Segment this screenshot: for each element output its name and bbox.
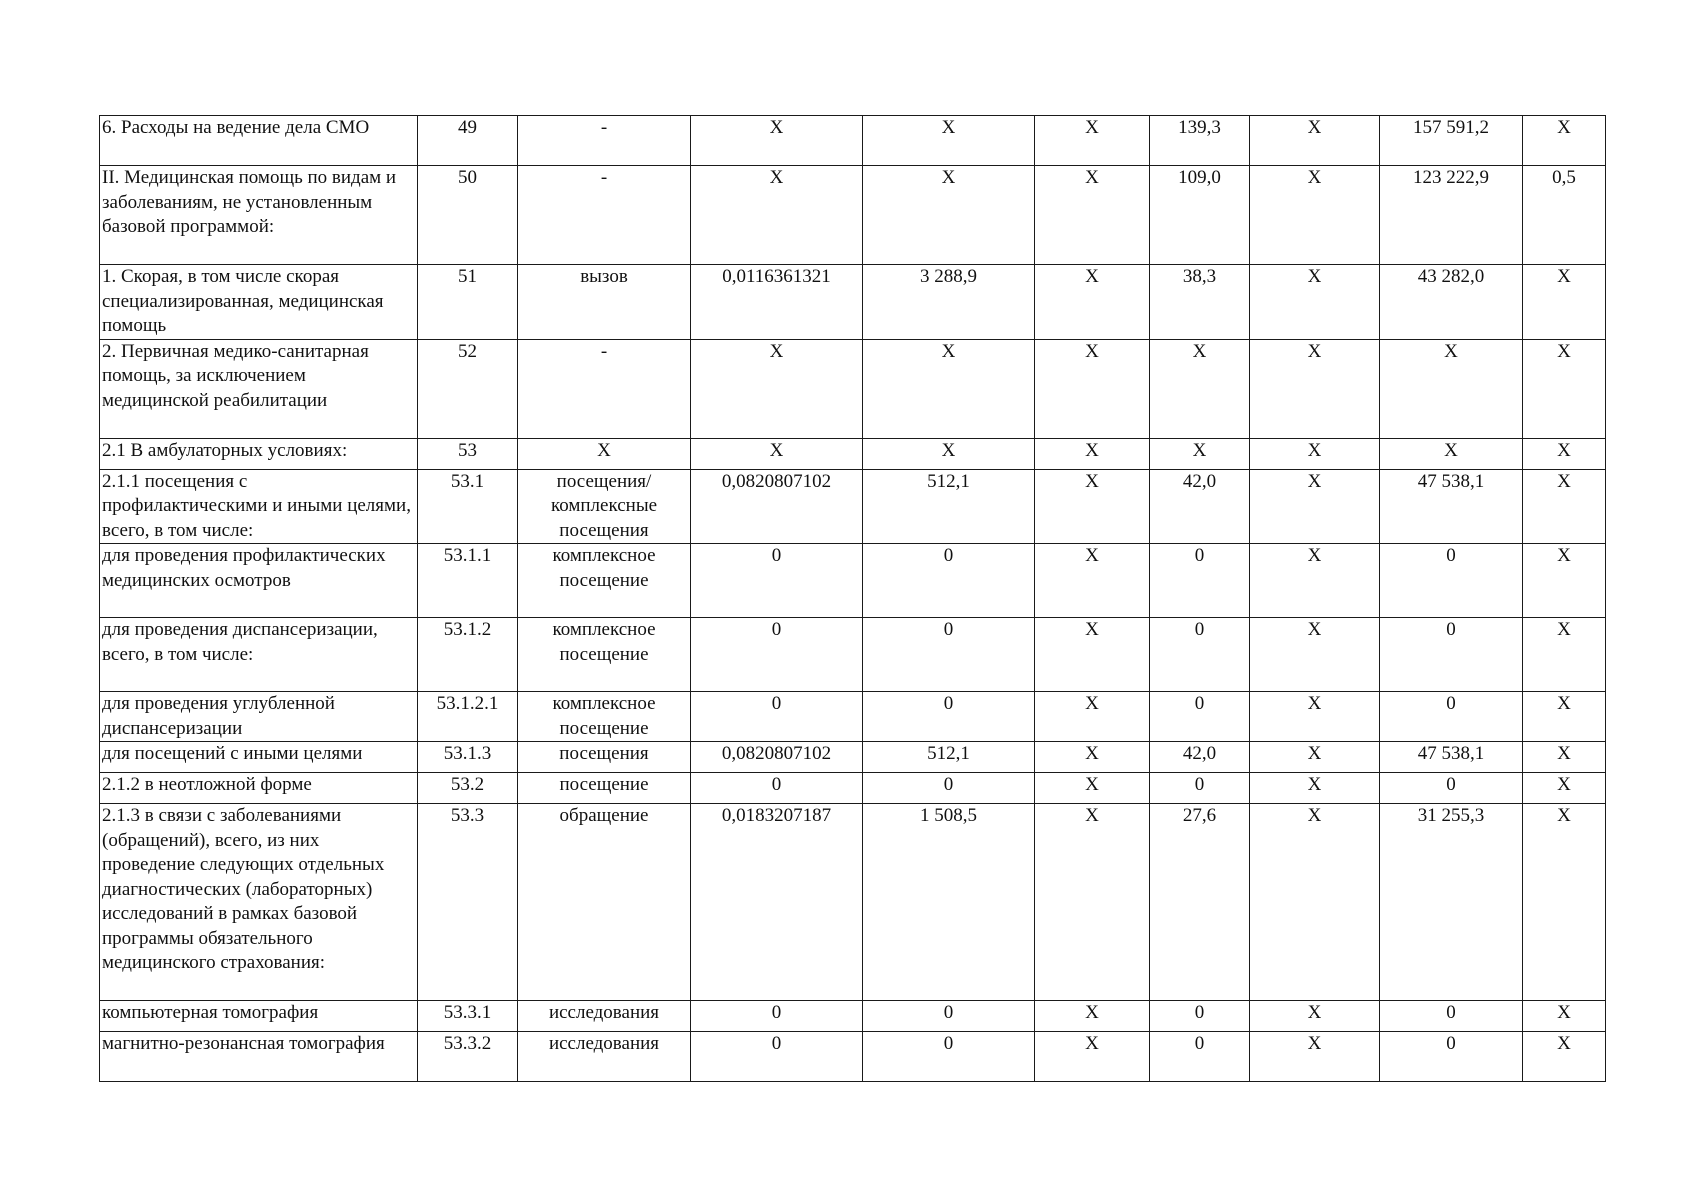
row-col8-cell: X	[1250, 438, 1380, 469]
row-col10-cell: X	[1523, 339, 1606, 438]
row-col6-cell: X	[1035, 116, 1150, 166]
row-name-cell: II. Медицинская помощь по видам и заболеваниям, не установленным базовой программой:	[100, 166, 418, 265]
row-col9-cell: X	[1380, 438, 1523, 469]
row-cost-norm-cell: 1 508,5	[863, 804, 1035, 1001]
row-unit-cell: посещения/ комплексные посещения	[518, 469, 691, 544]
row-col8-cell: X	[1250, 1001, 1380, 1032]
row-col8-cell: X	[1250, 544, 1380, 618]
row-col7-cell: 38,3	[1150, 265, 1250, 340]
row-col8-cell: X	[1250, 265, 1380, 340]
row-col10-cell: X	[1523, 618, 1606, 692]
row-code-cell: 53.3.2	[418, 1032, 518, 1082]
row-volume-norm-cell: X	[691, 166, 863, 265]
row-cost-norm-cell: 0	[863, 773, 1035, 804]
row-col8-cell: X	[1250, 742, 1380, 773]
row-cost-norm-cell: 512,1	[863, 469, 1035, 544]
row-col8-cell: X	[1250, 618, 1380, 692]
row-cost-norm-cell: X	[863, 116, 1035, 166]
row-cost-norm-cell: 0	[863, 692, 1035, 742]
table-row	[100, 166, 1606, 265]
table-row	[100, 1001, 1606, 1032]
row-code-cell: 53.1.2	[418, 618, 518, 692]
row-col9-cell: 47 538,1	[1380, 469, 1523, 544]
row-col10-cell: X	[1523, 265, 1606, 340]
row-unit-cell: комплексное посещение	[518, 544, 691, 618]
row-col6-cell: X	[1035, 1001, 1150, 1032]
row-col8-cell: X	[1250, 692, 1380, 742]
row-unit-cell: обращение	[518, 804, 691, 1001]
row-col10-cell: X	[1523, 1001, 1606, 1032]
row-col6-cell: X	[1035, 618, 1150, 692]
row-col7-cell: 42,0	[1150, 742, 1250, 773]
row-unit-cell: -	[518, 339, 691, 438]
row-volume-norm-cell: 0	[691, 1032, 863, 1082]
row-volume-norm-cell: X	[691, 339, 863, 438]
row-col6-cell: X	[1035, 1032, 1150, 1082]
table-body	[100, 116, 1606, 1082]
row-volume-norm-cell: 0,0820807102	[691, 469, 863, 544]
row-unit-cell: комплексное посещение	[518, 618, 691, 692]
row-volume-norm-cell: 0	[691, 692, 863, 742]
row-name-cell: для проведения профилактических медицинских осмотров	[100, 544, 418, 618]
row-col8-cell: X	[1250, 166, 1380, 265]
row-col8-cell: X	[1250, 1032, 1380, 1082]
row-col7-cell: X	[1150, 438, 1250, 469]
table-row	[100, 265, 1606, 340]
row-col7-cell: 0	[1150, 1001, 1250, 1032]
row-col8-cell: X	[1250, 116, 1380, 166]
row-unit-cell: вызов	[518, 265, 691, 340]
row-volume-norm-cell: 0,0116361321	[691, 265, 863, 340]
row-name-cell: для проведения углубленной диспансеризации	[100, 692, 418, 742]
table-row	[100, 804, 1606, 1001]
table-row	[100, 692, 1606, 742]
row-col10-cell: 0,5	[1523, 166, 1606, 265]
row-col7-cell: 0	[1150, 1032, 1250, 1082]
row-col6-cell: X	[1035, 742, 1150, 773]
row-code-cell: 53.1	[418, 469, 518, 544]
row-col6-cell: X	[1035, 773, 1150, 804]
row-col7-cell: 0	[1150, 692, 1250, 742]
row-code-cell: 53.2	[418, 773, 518, 804]
table-row	[100, 1032, 1606, 1082]
row-cost-norm-cell: X	[863, 339, 1035, 438]
row-col9-cell: 157 591,2	[1380, 116, 1523, 166]
row-cost-norm-cell: 0	[863, 1032, 1035, 1082]
row-name-cell: 2. Первичная медико-санитарная помощь, за исключением медицинской реабилитации	[100, 339, 418, 438]
row-col10-cell: X	[1523, 692, 1606, 742]
table-row	[100, 339, 1606, 438]
row-volume-norm-cell: 0	[691, 1001, 863, 1032]
row-name-cell: 1. Скорая, в том числе скорая специализированная, медицинская помощь	[100, 265, 418, 340]
row-cost-norm-cell: 0	[863, 618, 1035, 692]
table-row	[100, 544, 1606, 618]
row-col10-cell: X	[1523, 1032, 1606, 1082]
row-col8-cell: X	[1250, 804, 1380, 1001]
row-code-cell: 49	[418, 116, 518, 166]
row-col6-cell: X	[1035, 469, 1150, 544]
row-col10-cell: X	[1523, 469, 1606, 544]
row-code-cell: 51	[418, 265, 518, 340]
row-col6-cell: X	[1035, 438, 1150, 469]
row-col6-cell: X	[1035, 265, 1150, 340]
row-code-cell: 53.1.1	[418, 544, 518, 618]
row-volume-norm-cell: 0	[691, 544, 863, 618]
row-cost-norm-cell: 0	[863, 544, 1035, 618]
row-col6-cell: X	[1035, 804, 1150, 1001]
row-col7-cell: X	[1150, 339, 1250, 438]
row-volume-norm-cell: X	[691, 116, 863, 166]
row-col7-cell: 27,6	[1150, 804, 1250, 1001]
row-volume-norm-cell: 0,0183207187	[691, 804, 863, 1001]
row-unit-cell: посещения	[518, 742, 691, 773]
row-col10-cell: X	[1523, 438, 1606, 469]
row-unit-cell: комплексное посещение	[518, 692, 691, 742]
row-col9-cell: 0	[1380, 773, 1523, 804]
row-col9-cell: 0	[1380, 544, 1523, 618]
row-volume-norm-cell: 0	[691, 773, 863, 804]
row-code-cell: 53	[418, 438, 518, 469]
row-unit-cell: -	[518, 166, 691, 265]
table-row	[100, 618, 1606, 692]
row-unit-cell: исследования	[518, 1001, 691, 1032]
row-col9-cell: 47 538,1	[1380, 742, 1523, 773]
row-name-cell: 2.1 В амбулаторных условиях:	[100, 438, 418, 469]
row-volume-norm-cell: 0	[691, 618, 863, 692]
row-name-cell: магнитно-резонансная томография	[100, 1032, 418, 1082]
row-col6-cell: X	[1035, 692, 1150, 742]
row-code-cell: 53.1.2.1	[418, 692, 518, 742]
row-col7-cell: 109,0	[1150, 166, 1250, 265]
row-code-cell: 50	[418, 166, 518, 265]
row-col7-cell: 42,0	[1150, 469, 1250, 544]
row-col9-cell: 0	[1380, 692, 1523, 742]
row-col9-cell: 31 255,3	[1380, 804, 1523, 1001]
row-name-cell: 6. Расходы на ведение дела СМО	[100, 116, 418, 166]
row-col10-cell: X	[1523, 773, 1606, 804]
row-col9-cell: 0	[1380, 1032, 1523, 1082]
table-row	[100, 773, 1606, 804]
table-row	[100, 742, 1606, 773]
row-unit-cell: X	[518, 438, 691, 469]
row-name-cell: для посещений с иными целями	[100, 742, 418, 773]
row-volume-norm-cell: X	[691, 438, 863, 469]
row-col8-cell: X	[1250, 469, 1380, 544]
row-name-cell: компьютерная томография	[100, 1001, 418, 1032]
table-row	[100, 116, 1606, 166]
row-col10-cell: X	[1523, 544, 1606, 618]
row-col9-cell: 0	[1380, 618, 1523, 692]
row-col9-cell: 0	[1380, 1001, 1523, 1032]
row-col7-cell: 139,3	[1150, 116, 1250, 166]
row-col10-cell: X	[1523, 742, 1606, 773]
row-cost-norm-cell: X	[863, 438, 1035, 469]
row-col8-cell: X	[1250, 773, 1380, 804]
row-col10-cell: X	[1523, 804, 1606, 1001]
program-cost-table	[99, 115, 1606, 1082]
row-code-cell: 53.1.3	[418, 742, 518, 773]
row-unit-cell: -	[518, 116, 691, 166]
row-cost-norm-cell: 3 288,9	[863, 265, 1035, 340]
row-cost-norm-cell: 512,1	[863, 742, 1035, 773]
row-name-cell: 2.1.3 в связи с заболеваниями (обращений), всего, из них проведение следующих отдельных диагностических (лабораторных) исследований в рамках базовой программы обязательного медицинского страхования:	[100, 804, 418, 1001]
row-name-cell: 2.1.2 в неотложной форме	[100, 773, 418, 804]
row-col7-cell: 0	[1150, 618, 1250, 692]
row-col6-cell: X	[1035, 166, 1150, 265]
row-volume-norm-cell: 0,0820807102	[691, 742, 863, 773]
row-col10-cell: X	[1523, 116, 1606, 166]
row-unit-cell: исследования	[518, 1032, 691, 1082]
row-unit-cell: посещение	[518, 773, 691, 804]
row-col9-cell: 123 222,9	[1380, 166, 1523, 265]
row-name-cell: для проведения диспансеризации, всего, в том числе:	[100, 618, 418, 692]
table-row	[100, 438, 1606, 469]
row-code-cell: 53.3.1	[418, 1001, 518, 1032]
table-row	[100, 469, 1606, 544]
row-cost-norm-cell: X	[863, 166, 1035, 265]
row-col9-cell: X	[1380, 339, 1523, 438]
row-code-cell: 52	[418, 339, 518, 438]
row-name-cell: 2.1.1 посещения с профилактическими и иными целями, всего, в том числе:	[100, 469, 418, 544]
row-col7-cell: 0	[1150, 544, 1250, 618]
document-page	[99, 115, 1605, 1082]
row-cost-norm-cell: 0	[863, 1001, 1035, 1032]
row-col7-cell: 0	[1150, 773, 1250, 804]
row-col9-cell: 43 282,0	[1380, 265, 1523, 340]
row-col8-cell: X	[1250, 339, 1380, 438]
row-col6-cell: X	[1035, 339, 1150, 438]
row-code-cell: 53.3	[418, 804, 518, 1001]
row-col6-cell: X	[1035, 544, 1150, 618]
